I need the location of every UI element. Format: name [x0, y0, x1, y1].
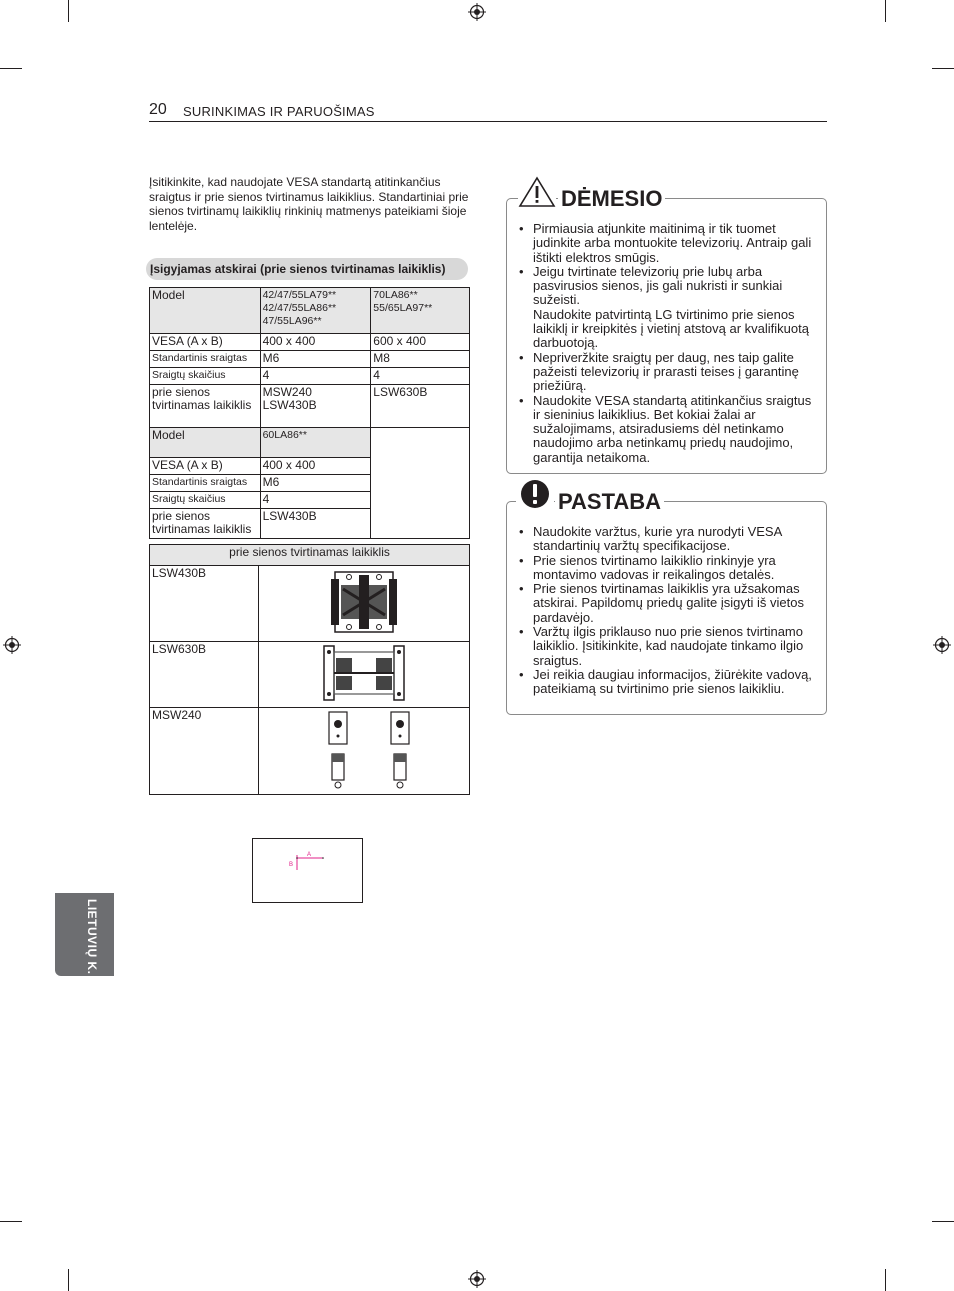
screw-value: M6: [260, 475, 371, 492]
warning-triangle-icon: [518, 176, 556, 208]
screw-count-label: Sraigtų skaičius: [150, 368, 261, 385]
note-text: Varžtų ilgis priklauso nuo prie sienos tvirtinamo laikiklio. Įsitikinkite, kad naudojate tinkamo ilgio sraigtus.: [533, 624, 804, 668]
bracket-name: LSW430B: [150, 566, 259, 642]
bracket-table-header: prie sienos tvirtinamas laikiklis: [150, 545, 470, 566]
section-title: SURINKIMAS IR PARUOŠIMAS: [183, 104, 375, 119]
model-list: 70LA86** 55/65LA97**: [371, 288, 470, 334]
empty-cell: [371, 428, 470, 539]
note-item: [507, 668, 819, 697]
caution-item: [507, 394, 819, 465]
caution-item: [507, 265, 819, 351]
model-label: Model: [150, 288, 261, 334]
bracket-image-cell: [259, 566, 470, 642]
vesa-value: 400 x 400: [260, 334, 371, 351]
note-box: [506, 501, 827, 715]
registration-mark-icon: [468, 1270, 486, 1288]
caution-item: [507, 222, 819, 265]
crop-mark: [0, 68, 22, 69]
screw-value: M8: [371, 351, 470, 368]
vesa-label: VESA (A x B): [150, 458, 261, 475]
vesa-dimension-diagram: [253, 839, 362, 902]
bracket-name: MSW240: [150, 708, 259, 795]
vesa-label-b: B: [289, 862, 294, 868]
crop-mark: [932, 1221, 954, 1222]
caution-item: [507, 351, 819, 394]
language-tab: [55, 893, 114, 976]
note-title: PASTABA: [555, 489, 664, 515]
bracket-value: MSW240 LSW430B: [260, 385, 371, 428]
caution-box: [506, 198, 827, 474]
screw-count-value: 4: [371, 368, 470, 385]
caution-text: Nepriveržkite sraigtų per daug, nes taip galite pažeisti televizorių ir prarasti teises į garantinę priežiūrą.: [533, 349, 799, 394]
lsw430b-bracket-icon: [329, 567, 399, 637]
note-item: [507, 582, 819, 625]
note-item: [507, 554, 819, 583]
bracket-value: LSW630B: [371, 385, 470, 428]
note-item: [507, 525, 819, 554]
crop-mark: [885, 1269, 886, 1291]
model-label: Model: [150, 428, 261, 458]
bracket-value: LSW430B: [260, 509, 371, 539]
bracket-table: [149, 544, 470, 795]
crop-mark: [0, 1221, 22, 1222]
model-list: 60LA86**: [260, 428, 371, 458]
bracket-name: LSW630B: [150, 642, 259, 708]
intro-paragraph: Įsitikinkite, kad naudojate VESA standartą atitinkančius sraigtus ir prie sienos tvirtinamus laikiklius. Standartiniai prie sienos tvirtinamų laikiklių rinkinių matmenys pateikiami šioje lentelėje.: [149, 175, 469, 233]
crop-mark: [68, 1269, 69, 1291]
model-list: 42/47/55LA79** 42/47/55LA86** 47/55LA96**: [260, 288, 371, 334]
caution-extra-text: Naudokite patvirtintą LG tvirtinimo prie sienos laikiklį ir kreipkitės į vietinį atstovą ar kvalifikuotą darbuotoją.: [533, 306, 809, 351]
caution-text: Pirmiausia atjunkite maitinimą ir tik tuomet judinkite arba montuokite televizorių. Antraip gali ištikti elektros smūgis.: [533, 221, 812, 265]
registration-mark-icon: [468, 3, 486, 21]
note-text: Jei reikia daugiau informacijos, žiūrėkite vadovą, pateikiamą su tvirtinimo prie sienos laikikliu.: [533, 666, 812, 697]
vesa-label: VESA (A x B): [150, 334, 261, 351]
bracket-label: prie sienos tvirtinamas laikiklis: [150, 385, 261, 428]
caution-title: DĖMESIO: [558, 186, 665, 212]
note-item: [507, 625, 819, 668]
screw-count-label: Sraigtų skaičius: [150, 492, 261, 509]
crop-mark: [885, 0, 886, 22]
bracket-image-cell: [259, 642, 470, 708]
vesa-value: 400 x 400: [260, 458, 371, 475]
spec-table: [149, 287, 470, 539]
screw-count-value: 4: [260, 368, 371, 385]
vesa-label-a: A: [307, 852, 312, 858]
header-divider: [149, 121, 827, 122]
msw240-bracket-icon: [261, 710, 467, 790]
screw-label: Standartinis sraigtas: [150, 351, 261, 368]
note-text: Prie sienos tvirtinamas laikiklis yra užsakomas atskirai. Papildomų priedų galite įsigyti iš vietos pardavėjo.: [533, 581, 804, 625]
note-text: Naudokite varžtus, kurie yra nurodyti VESA standartinių varžtų specifikacijose.: [533, 524, 782, 554]
crop-mark: [68, 0, 69, 22]
screw-label: Standartinis sraigtas: [150, 475, 261, 492]
vesa-value: 600 x 400: [371, 334, 470, 351]
screw-count-value: 4: [260, 492, 371, 509]
caution-text: Naudokite VESA standartą atitinkančius sraigtus ir sieninius laikiklius. Bet kokiai žalai ar sužalojimams, atsiradusiems dėl netinkamo naudojimo arba netinkamų priedų naudojimo, garantija netaikoma.: [533, 392, 812, 465]
bracket-label: prie sienos tvirtinamas laikiklis: [150, 509, 261, 539]
lsw630b-bracket-icon: [322, 644, 406, 702]
page-number: 20: [149, 101, 167, 118]
exclamation-circle-icon: [516, 478, 554, 512]
vesa-diagram: [252, 838, 363, 903]
language-tab-label: LIETUVIŲ K.: [85, 899, 99, 975]
note-text: Prie sienos tvirtinamo laikiklio rinkinyje yra montavimo vadovas ir reikalingos detalės.: [533, 552, 776, 582]
spec-table-title: Įsigyjamas atskirai (prie sienos tvirtinamas laikiklis): [146, 258, 468, 280]
screw-value: M6: [260, 351, 371, 368]
registration-mark-icon: [933, 636, 951, 654]
bracket-image-cell: [259, 708, 470, 795]
caution-text: Jeigu tvirtinate televizorių prie lubų arba pasvirusios sienos, jis gali nukristi ir sunkiai sužeisti.: [533, 263, 783, 308]
registration-mark-icon: [3, 636, 21, 654]
crop-mark: [932, 68, 954, 69]
